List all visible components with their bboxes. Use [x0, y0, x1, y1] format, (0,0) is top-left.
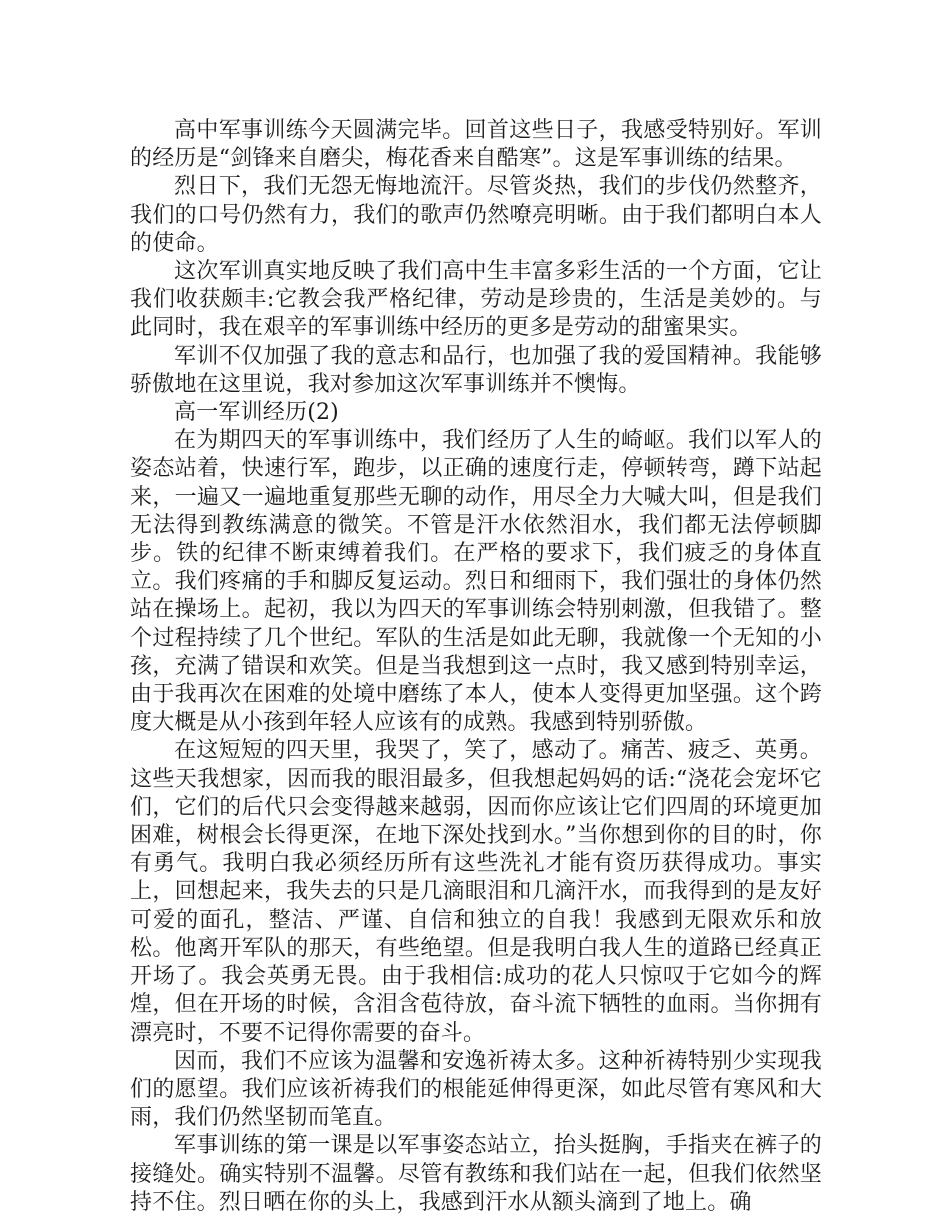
paragraph-6: 在这短短的四天里，我哭了，笑了，感动了。痛苦、疲乏、英勇。这些天我想家，因而我的眼泪最多，但我想起妈妈的话:“浇花会宠坏它们，它们的后代只会变得越来越弱，因而你应该让它们四周的环境更加困难，树根会长得更深，在地下深处找到水。”当你想到你的目的时，你有勇气。我明白我必须经历所有这些洗礼才能有资历获得成功。事实上，回想起来，我失去的只是几滴眼泪和几滴汗水，而我得到的是友好可爱的面孔，整洁、严谨、自信和独立的自我！我感到无限欢乐和放松。他离开军队的那天，有些绝望。但是我明白我人生的道路已经真正开场了。我会英勇无畏。由于我相信:成功的花人只惊叹于它如今的辉煌，但在开场的时候，含泪含苞待放，奋斗流下牺牲的血雨。当你拥有漂亮时，不要不记得你需要的奋斗。 — [130, 738, 822, 1046]
paragraph-3: 这次军训真实地反映了我们高中生丰富多彩生活的一个方面，它让我们收获颇丰:它教会我严格纪律，劳动是珍贵的，生活是美妙的。与此同时，我在艰辛的军事训练中经历的更多是劳动的甜蜜果实。 — [130, 259, 822, 341]
paragraph-4: 军训不仅加强了我的意志和品行，也加强了我的爱国精神。我能够骄傲地在这里说，我对参加这次军事训练并不懊悔。 — [130, 343, 822, 397]
section-heading: 高一军训经历(2) — [174, 400, 339, 426]
document-body — [130, 117, 822, 1217]
paragraph-5: 在为期四天的军事训练中，我们经历了人生的崎岖。我们以军人的姿态站着，快速行军，跑步，以正确的速度行走，停顿转弯，蹲下站起来，一遍又一遍地重复那些无聊的动作，用尽全力大喊大叫，但是我们无法得到教练满意的微笑。不管是汗水依然泪水，我们都无法停顿脚步。铁的纪律不断束缚着我们。在严格的要求下，我们疲乏的身体直立。我们疼痛的手和脚反复运动。烈日和细雨下，我们强壮的身体仍然站在操场上。起初，我以为四天的军事训练会特别刺激，但我错了。整个过程持续了几个世纪。军队的生活是如此无聊，我就像一个无知的小孩，充满了错误和欢笑。但是当我想到这一点时，我又感到特别幸运，由于我再次在困难的处境中磨练了本人，使本人变得更加坚强。这个跨度大概是从小孩到年轻人应该有的成熟。我感到特别骄傲。 — [130, 428, 822, 736]
paragraph-2: 烈日下，我们无怨无悔地流汗。尽管炎热，我们的步伐仍然整齐，我们的口号仍然有力，我们的歌声仍然嘹亮明晰。由于我们都明白本人的使命。 — [130, 174, 822, 256]
paragraph-7: 因而，我们不应该为温馨和安逸祈祷太多。这种祈祷特别少实现我们的愿望。我们应该祈祷我们的根能延伸得更深，如此尽管有寒风和大雨，我们仍然坚韧而笔直。 — [130, 1048, 822, 1131]
paragraph-1: 高中军事训练今天圆满完毕。回首这些日子，我感受特别好。军训的经历是“剑锋来自磨尖，梅花香来自酷寒”。这是军事训练的结果。 — [130, 118, 822, 172]
paragraph-8: 军事训练的第一课是以军事姿态站立，抬头挺胸，手指夹在裤子的接缝处。确实特别不温馨。尽管有教练和我们站在一起，但我们依然坚持不住。烈日晒在你的头上，我感到汗水从额头滴到了地上。确 — [130, 1133, 822, 1215]
